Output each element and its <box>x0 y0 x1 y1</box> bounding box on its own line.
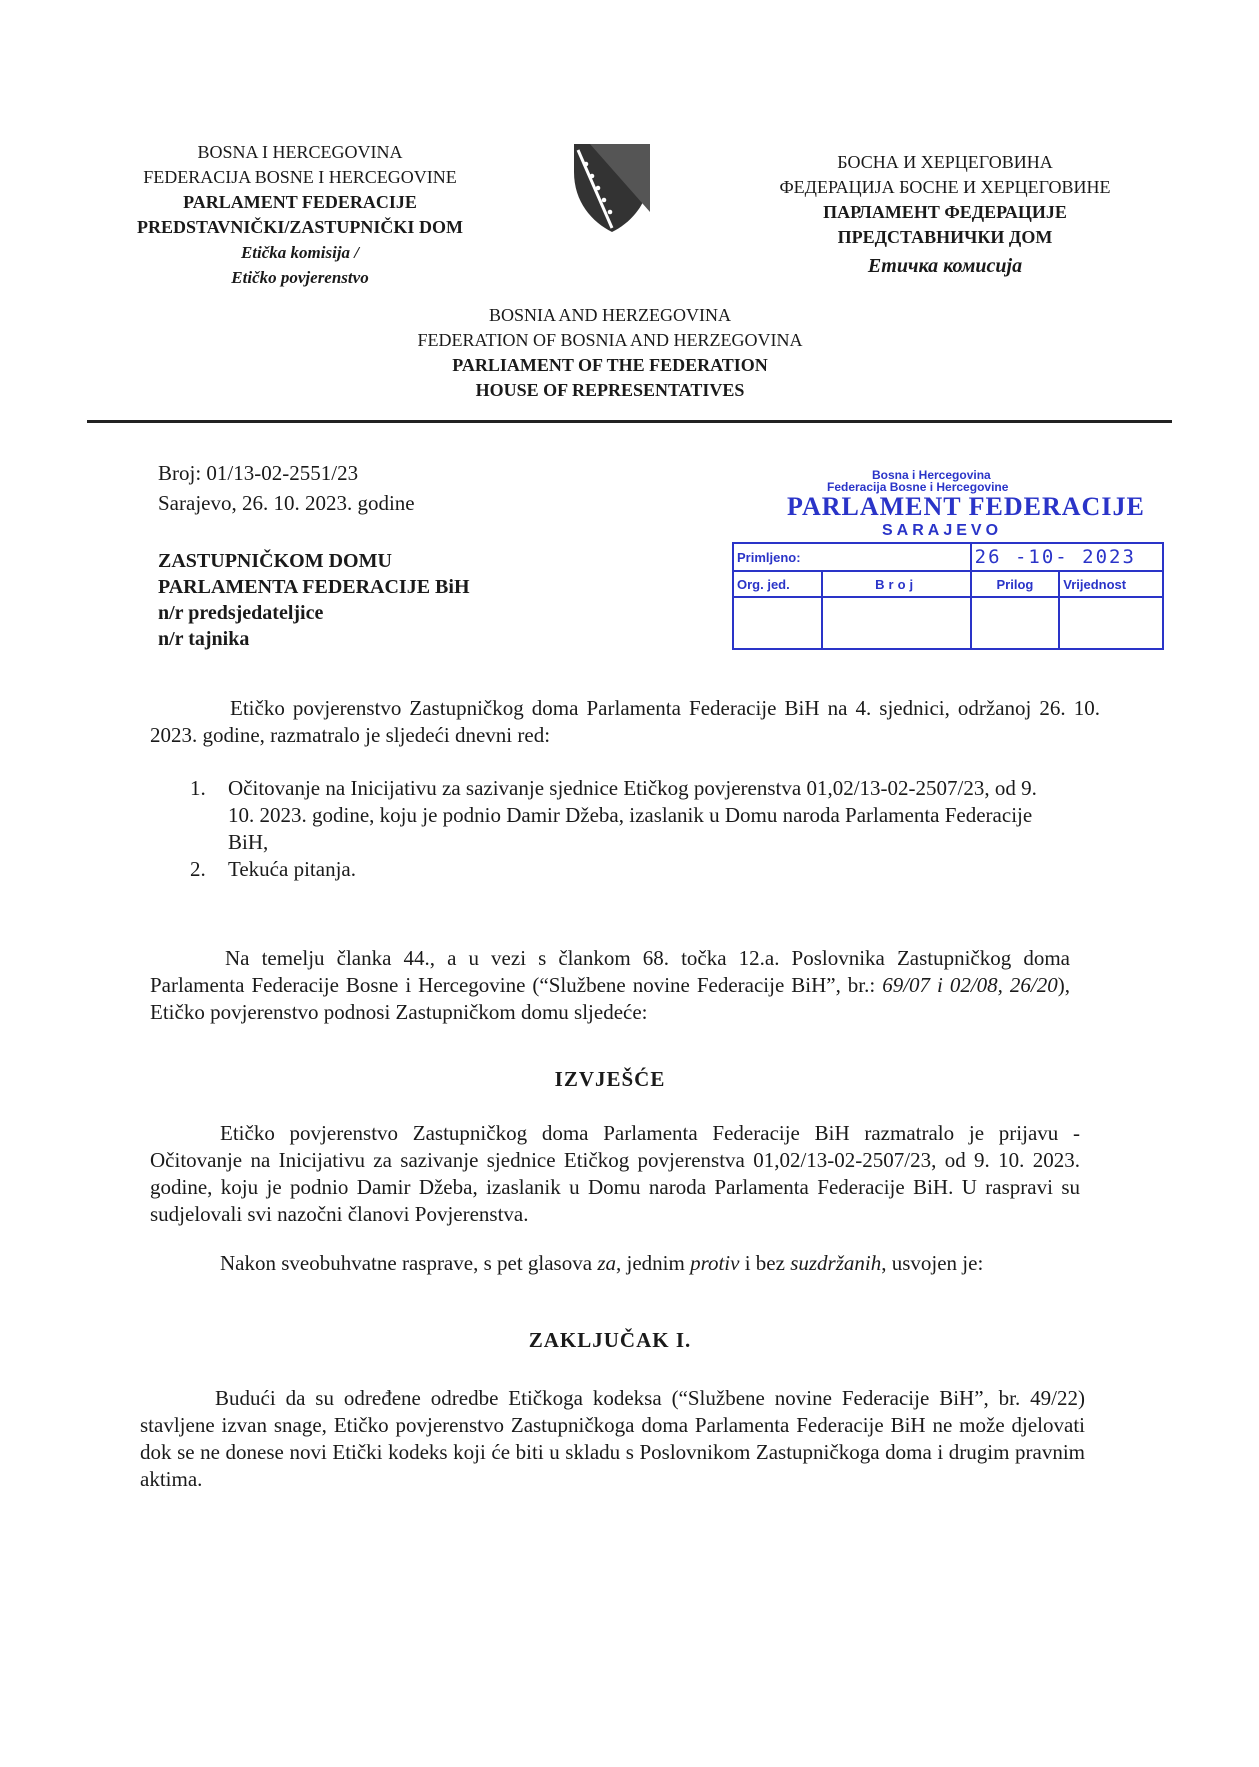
agenda-item-number: 2. <box>190 857 206 881</box>
legal-basis-paragraph <box>150 945 1070 1026</box>
header-center-line: HOUSE OF REPRESENTATIVES <box>475 380 745 400</box>
header-right-line: ПРЕДСТАВНИЧКИ ДОМ <box>837 227 1053 247</box>
vote-paragraph <box>150 1250 1085 1277</box>
addressee-line: n/r tajnika <box>158 628 250 650</box>
header-left-line: PREDSTAVNIČKI/ZASTUPNIČKI DOM <box>137 217 463 237</box>
header-right <box>730 150 1160 282</box>
header-center-line: PARLIAMENT OF THE FEDERATION <box>452 355 768 375</box>
vote-for: za <box>597 1251 616 1275</box>
legal-basis-text: ), Etičko povjerenstvo podnosi Zastupničkom domu sljedeće: <box>150 973 1070 1024</box>
agenda-item <box>190 856 1060 883</box>
stamp-cell <box>971 597 1060 649</box>
vote-text: , jednim <box>616 1251 691 1275</box>
conclusion-heading: ZAKLJUČAK I. <box>528 1328 692 1352</box>
document-meta <box>158 458 558 518</box>
coat-of-arms-icon <box>572 142 652 234</box>
header-left-line: Etička komisija / <box>240 243 360 262</box>
header-left <box>95 140 505 290</box>
stamp-line: Federacija Bosne i Hercegovine <box>827 480 1009 494</box>
stamp-cell <box>733 597 822 649</box>
header-right-line: ФЕДЕРАЦИЈА БОСНЕ И ХЕРЦЕГОВИНЕ <box>779 177 1111 197</box>
stamp-cell <box>1059 597 1163 649</box>
header-right-line: БОСНА И ХЕРЦЕГОВИНА <box>837 152 1053 172</box>
stamp-line: PARLAMENT FEDERACIJE <box>787 492 1145 521</box>
header-left-line: PARLAMENT FEDERACIJE <box>183 192 417 212</box>
document-date: Sarajevo, 26. 10. 2023. godine <box>158 491 415 515</box>
vote-text: , usvojen je: <box>881 1251 984 1275</box>
header-left-line: Etičko povjerenstvo <box>231 268 369 287</box>
header-right-line: Етичка комисија <box>867 255 1023 277</box>
agenda <box>190 775 1060 883</box>
agenda-item-text: Tekuća pitanja. <box>228 857 356 881</box>
stamp-col: Org. jed. <box>733 571 822 597</box>
intro-paragraph: Etičko povjerenstvo Zastupničkog doma Parlamenta Federacije BiH na 4. sjednici, održanoj 26. 10. 2023. godine, razmatralo je sljedeći dnevni red: <box>150 696 1100 747</box>
stamp-received-label: Primljeno: <box>733 543 971 571</box>
report-paragraph: Etičko povjerenstvo Zastupničkog doma Parlamenta Federacije BiH razmatralo je prijavu - Očitovanje na Inicijativu za sazivanje sjednice Etičkog povjerenstva 01,02/13-02-2507/23, od 9. 10. 2023. godine, koju je podnio Damir Džeba, izaslanik u Domu naroda Parlamenta Federacije BiH. U raspravi su sudjelovali svi nazočni članovi Povjerenstva. <box>150 1121 1080 1226</box>
agenda-item <box>190 775 1060 856</box>
header-divider <box>87 420 1172 423</box>
addressee-line: PARLAMENTA FEDERACIJE BiH <box>158 576 470 598</box>
header-center-line: BOSNIA AND HERZEGOVINA <box>489 305 731 325</box>
stamp-cell <box>822 597 971 649</box>
vote-abstain: suzdržanih <box>790 1251 882 1275</box>
stamp-received-date: 26 -10- 2023 <box>971 543 1163 571</box>
vote-against: protiv <box>690 1251 740 1275</box>
header-center-line: FEDERATION OF BOSNIA AND HERZEGOVINA <box>417 330 803 350</box>
stamp-line: Bosna i Hercegovina <box>872 468 991 482</box>
header-right-line: ПАРЛАМЕНТ ФЕДЕРАЦИЈЕ <box>823 202 1067 222</box>
header-left-line: FEDERACIJA BOSNE I HERCEGOVINE <box>143 167 457 187</box>
legal-basis-text: Na temelju članka 44., a u vezi s člankom 68. točka 12.a. Poslovnika Zastupničkog doma Parlamenta Federacije Bosne i Hercegovine (“Službene novine Federacije BiH”, br.: <box>150 946 1070 997</box>
conclusion-paragraph: Budući da su određene odredbe Etičkoga kodeksa (“Službene novine Federacije BiH”, br. 49/22) stavljene izvan snage, Etičko povjerenstvo Zastupničkoga doma Parlamenta Federacije BiH ne može djelovati dok se ne donese novi Etički kodeks koji će biti u skladu s Poslovnikom Zastupničkoga doma i drugim pravnim aktima. <box>140 1386 1085 1491</box>
stamp-col: Broj <box>822 571 971 597</box>
header-left-line: BOSNA I HERCEGOVINA <box>197 142 403 162</box>
addressee-line: n/r predsjedateljice <box>158 602 324 624</box>
stamp-col: Vrijednost <box>1059 571 1163 597</box>
agenda-item-number: 1. <box>190 776 206 800</box>
header-center <box>360 303 860 403</box>
agenda-item-text: Očitovanje na Inicijativu za sazivanje sjednice Etičkog povjerenstva 01,02/13-02-2507/23, od 9. 10. 2023. godine, koju je podnio Damir Džeba, izaslanik u Domu naroda Parlamenta Federacije BiH, <box>228 776 1037 854</box>
report-heading: IZVJEŠĆE <box>554 1067 666 1091</box>
stamp-table <box>732 542 1164 650</box>
addressee-line: ZASTUPNIČKOM DOMU <box>158 550 392 572</box>
legal-basis-references: 69/07 i 02/08, 26/20 <box>882 973 1058 997</box>
received-stamp <box>732 462 1164 672</box>
document-number: Broj: 01/13-02-2551/23 <box>158 461 359 485</box>
stamp-col: Prilog <box>971 571 1060 597</box>
vote-text: i bez <box>739 1251 791 1275</box>
stamp-line: SARAJEVO <box>882 522 1003 539</box>
vote-text: Nakon sveobuhvatne rasprave, s pet glasova <box>220 1251 598 1275</box>
addressee <box>158 548 608 652</box>
